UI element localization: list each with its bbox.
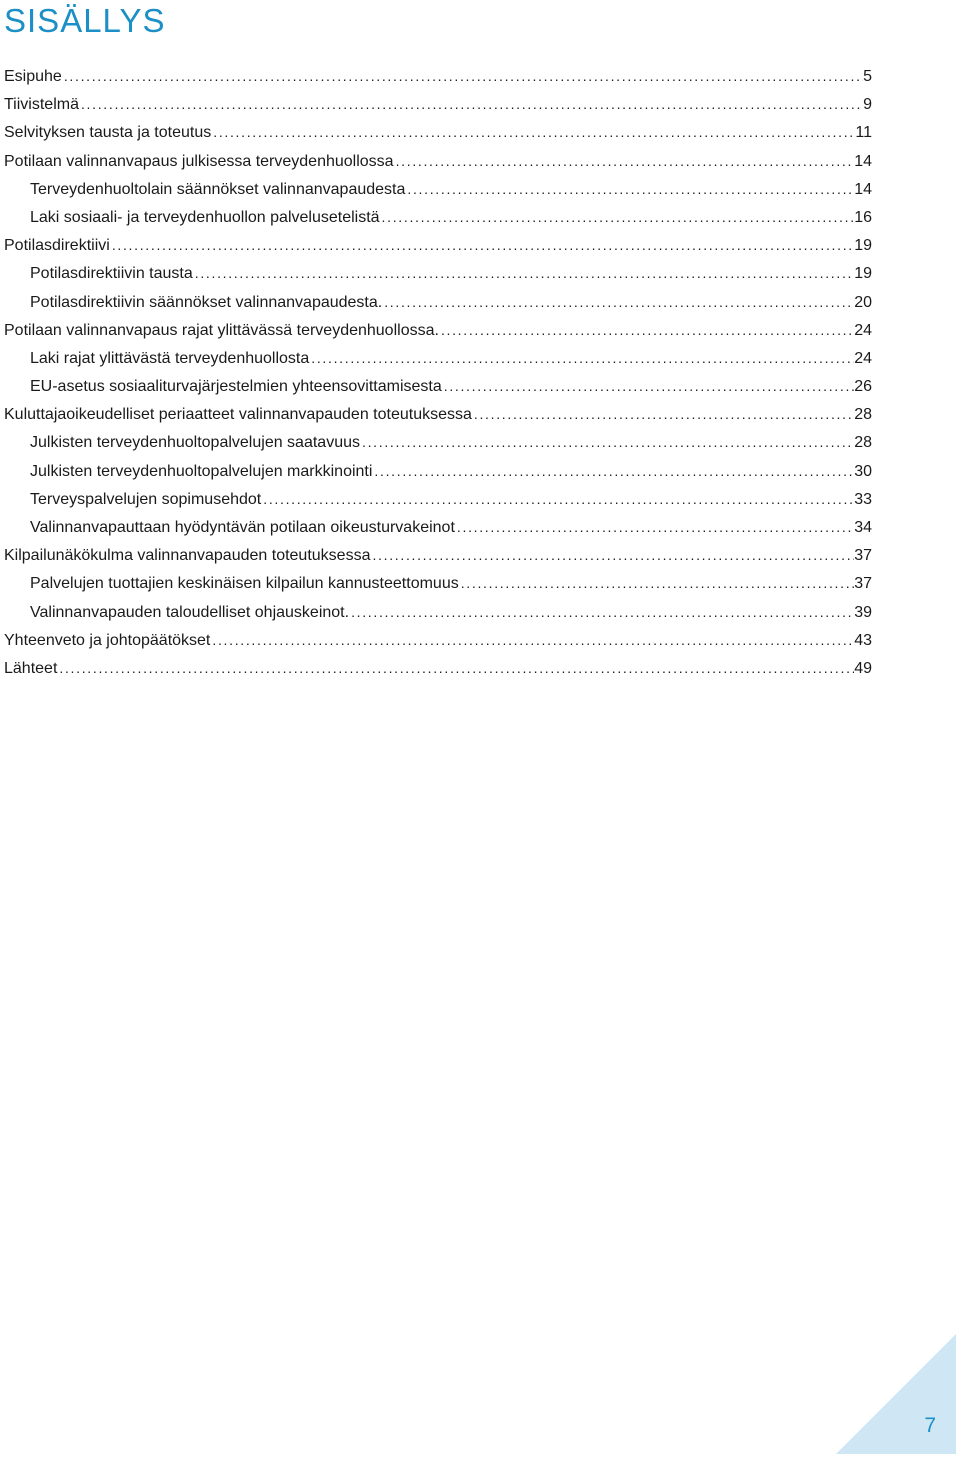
toc-entry-page: 37 <box>854 575 872 593</box>
toc-entry-page: 24 <box>854 349 872 367</box>
toc-entry-page: 19 <box>854 237 872 255</box>
toc-leader-dots <box>472 400 854 428</box>
toc-entry[interactable] <box>4 654 872 682</box>
toc-subentry[interactable] <box>4 372 872 400</box>
toc-entry-page: 34 <box>854 519 872 536</box>
toc-entry-page: 30 <box>854 462 872 480</box>
corner-triangle-shape <box>836 1334 956 1454</box>
toc-leader-dots <box>380 203 855 231</box>
toc-subentry[interactable] <box>4 513 872 541</box>
toc-entry-label: Terveydenhuoltolain säännökset valinnanvapaudesta <box>30 180 406 198</box>
toc-entry-page: 28 <box>854 434 872 452</box>
page-number: 7 <box>924 1414 936 1437</box>
toc-entry-page: 9 <box>863 96 872 114</box>
toc-leader-dots <box>382 288 854 316</box>
toc-entry[interactable] <box>4 626 872 654</box>
toc-leader-dots <box>442 372 854 400</box>
toc-entry-page: 20 <box>854 293 872 311</box>
page-title: SISÄLLYS <box>4 2 166 39</box>
toc-leader-dots <box>349 598 854 626</box>
toc-entry-label: Potilasdirektiivi <box>4 237 110 255</box>
toc-entry-page: 11 <box>855 124 872 142</box>
toc-leader-dots <box>455 513 854 541</box>
toc-entry-page: 14 <box>854 152 872 170</box>
toc-subentry[interactable] <box>4 203 872 231</box>
toc-entry-page: 14 <box>854 180 872 198</box>
page-corner-badge <box>836 1334 956 1454</box>
toc-leader-dots <box>370 541 854 569</box>
toc-leader-dots <box>261 485 854 513</box>
toc-entry-label: Potilaan valinnanvapaus rajat ylittävässä terveydenhuollossa. <box>4 321 439 339</box>
toc-leader-dots <box>210 626 854 654</box>
toc-entry-label: Laki rajat ylittävästä terveydenhuollosta <box>30 349 310 367</box>
toc-leader-dots <box>372 457 854 485</box>
toc-entry-page: 28 <box>854 406 872 424</box>
toc-leader-dots <box>439 316 854 344</box>
toc-entry-label: Esipuhe <box>4 68 62 85</box>
toc-entry-page: 39 <box>854 603 872 621</box>
toc-entry-label: Kuluttajaoikeudelliset periaatteet valinnanvapauden toteutuksessa <box>4 406 472 424</box>
toc-entry-page: 26 <box>854 378 872 396</box>
toc-entry-page: 16 <box>854 208 872 226</box>
toc-entry-label: Yhteenveto ja johtopäätökset <box>4 631 211 649</box>
toc-entry-page: 43 <box>854 631 872 649</box>
toc-entry[interactable] <box>4 316 872 344</box>
toc-entry-label: Laki sosiaali- ja terveydenhuollon palvelusetelistä <box>30 208 380 226</box>
toc-leader-dots <box>360 428 854 456</box>
toc-entry-label: Julkisten terveydenhuoltopalvelujen markkinointi <box>30 462 373 480</box>
toc-entry-label: Julkisten terveydenhuoltopalvelujen saatavuus <box>30 434 360 452</box>
toc-entry-page: 37 <box>854 547 872 565</box>
toc-entry-label: Valinnanvapauden taloudelliset ohjauskeinot. <box>30 603 350 621</box>
toc-entry-label: Palvelujen tuottajien keskinäisen kilpailun kannusteettomuus <box>30 575 459 593</box>
toc-entry[interactable] <box>4 147 872 175</box>
toc-leader-dots <box>405 175 854 203</box>
toc-entry-page: 5 <box>863 68 872 85</box>
toc-leader-dots <box>62 62 863 90</box>
toc-leader-dots <box>394 147 855 175</box>
toc-entry-label: Terveyspalvelujen sopimusehdot <box>30 490 262 508</box>
toc-subentry[interactable] <box>4 175 872 203</box>
toc-leader-dots <box>110 231 854 259</box>
toc-entry[interactable] <box>4 400 872 428</box>
toc-subentry[interactable] <box>4 598 872 626</box>
toc-leader-dots <box>309 344 854 372</box>
toc-entry-label: Valinnanvapauttaan hyödyntävän potilaan oikeusturvakeinot <box>30 519 455 536</box>
toc-entry[interactable] <box>4 118 872 146</box>
toc-leader-dots <box>193 259 854 287</box>
toc-subentry[interactable] <box>4 428 872 456</box>
toc-subentry[interactable] <box>4 485 872 513</box>
toc-entry[interactable] <box>4 541 872 569</box>
toc-leader-dots <box>57 654 854 682</box>
toc-entry-page: 19 <box>854 265 872 283</box>
toc-entry-label: Tiivistelmä <box>4 96 79 114</box>
toc-subentry[interactable] <box>4 569 872 597</box>
toc-subentry[interactable] <box>4 259 872 287</box>
toc-entry[interactable] <box>4 90 872 118</box>
toc-subentry[interactable] <box>4 457 872 485</box>
toc-entry-page: 49 <box>854 659 872 677</box>
toc-entry-label: Lähteet <box>4 659 58 677</box>
toc-leader-dots <box>211 118 855 146</box>
toc-entry-label: Potilasdirektiivin tausta <box>30 265 193 283</box>
toc-entry-label: Kilpailunäkökulma valinnanvapauden toteutuksessa <box>4 547 371 565</box>
toc-entry-page: 33 <box>854 490 872 508</box>
toc-entry-label: Potilasdirektiivin säännökset valinnanvapaudesta. <box>30 293 383 311</box>
toc-subentry[interactable] <box>4 344 872 372</box>
toc-subentry[interactable] <box>4 288 872 316</box>
table-of-contents <box>4 62 872 682</box>
toc-entry-label: EU-asetus sosiaaliturvajärjestelmien yhteensovittamisesta <box>30 378 442 396</box>
toc-entry[interactable] <box>4 231 872 259</box>
toc-entry-label: Potilaan valinnanvapaus julkisessa terveydenhuollossa <box>4 152 394 170</box>
toc-entry-page: 24 <box>854 321 872 339</box>
toc-entry-label: Selvityksen tausta ja toteutus <box>4 124 212 142</box>
toc-entry[interactable] <box>4 62 872 90</box>
toc-leader-dots <box>459 569 854 597</box>
toc-leader-dots <box>79 90 863 118</box>
